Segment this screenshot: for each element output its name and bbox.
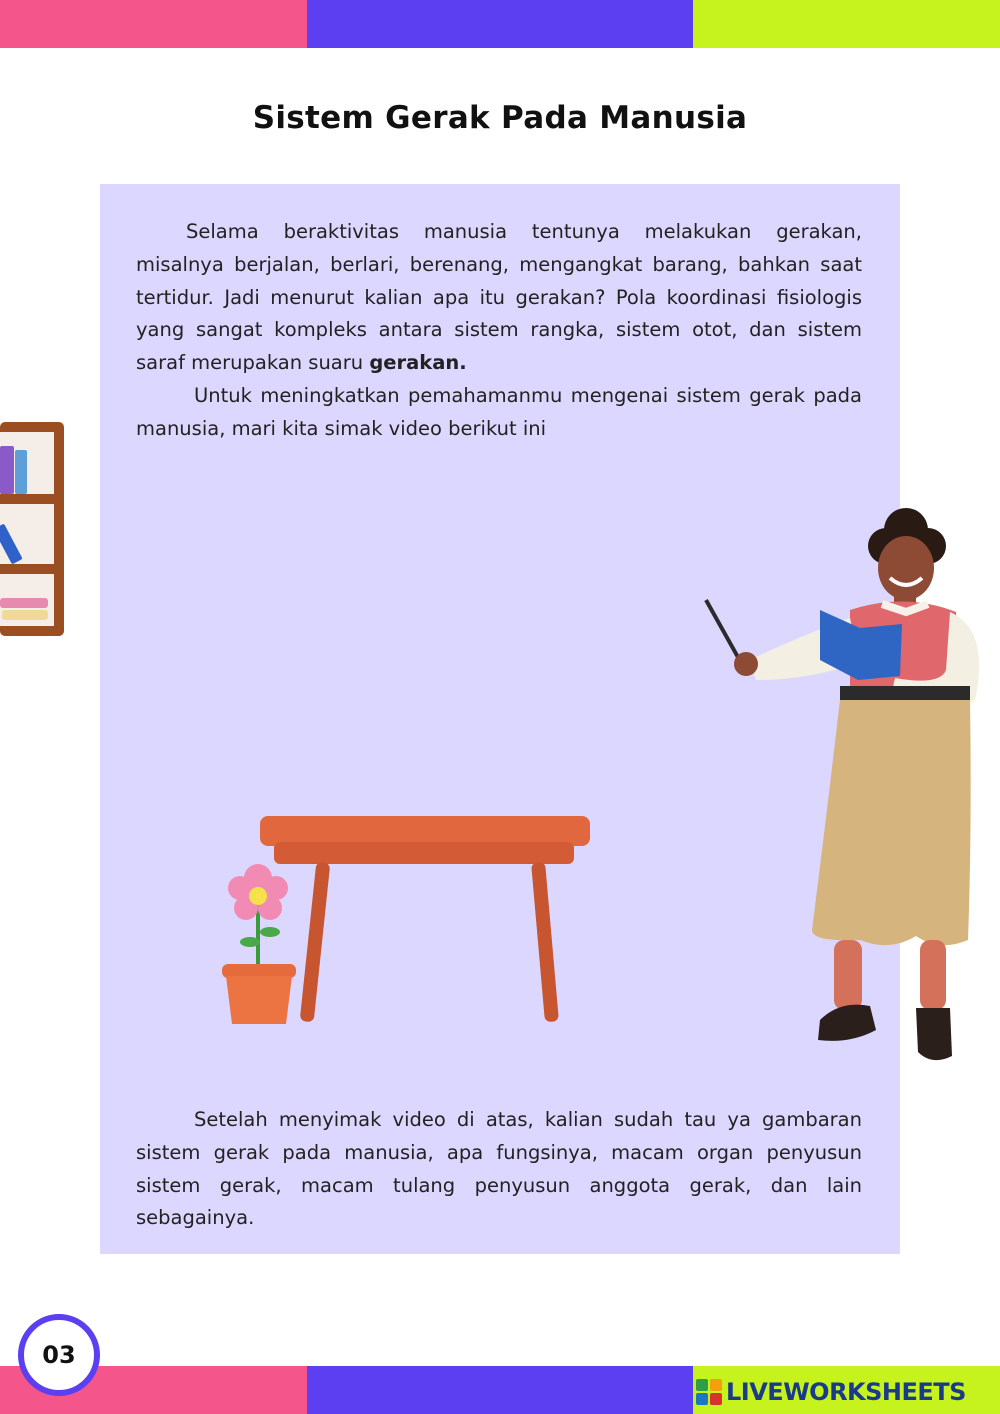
page-number-badge: 03: [18, 1314, 100, 1396]
top-stripe-blue: [307, 0, 693, 48]
intro-bold-term: gerakan.: [369, 351, 467, 375]
intro-paragraph: [136, 216, 862, 380]
table-illustration: [218, 812, 598, 1032]
brand-text: LIVEWORKSHEETS: [726, 1378, 966, 1406]
teacher-illustration: [700, 500, 990, 1070]
bookshelf-illustration: [0, 420, 68, 640]
bottom-stripe-blue: [307, 1366, 693, 1414]
summary-text: Setelah menyimak video di atas, kalian sudah tau ya gambaran sistem gerak pada manusia, apa fungsinya, macam organ penyusun sistem gerak, macam tulang penyusun anggota gerak, dan lain sebagainya.: [136, 1108, 862, 1230]
liveworksheets-logo-icon: [696, 1379, 722, 1405]
video-intro-paragraph: [136, 380, 862, 446]
intro-text: Selama beraktivitas manusia tentunya melakukan gerakan, misalnya berjalan, berlari, berenang, mengangkat barang, bahkan saat tertidur. Jadi menurut kalian apa itu gerakan? Pola koordinasi fisiologis yang sangat kompleks antara sistem rangka, sistem otot, dan sistem saraf merupakan suaru: [136, 220, 862, 375]
liveworksheets-brand[interactable]: [696, 1370, 1000, 1414]
summary-paragraph: [136, 1104, 862, 1235]
top-stripe-lime: [693, 0, 1000, 48]
page-title: Sistem Gerak Pada Manusia: [252, 100, 748, 136]
video-intro-text: Untuk meningkatkan pemahamanmu mengenai sistem gerak pada manusia, mari kita simak video berikut ini: [136, 384, 862, 440]
top-stripe-pink: [0, 0, 307, 48]
